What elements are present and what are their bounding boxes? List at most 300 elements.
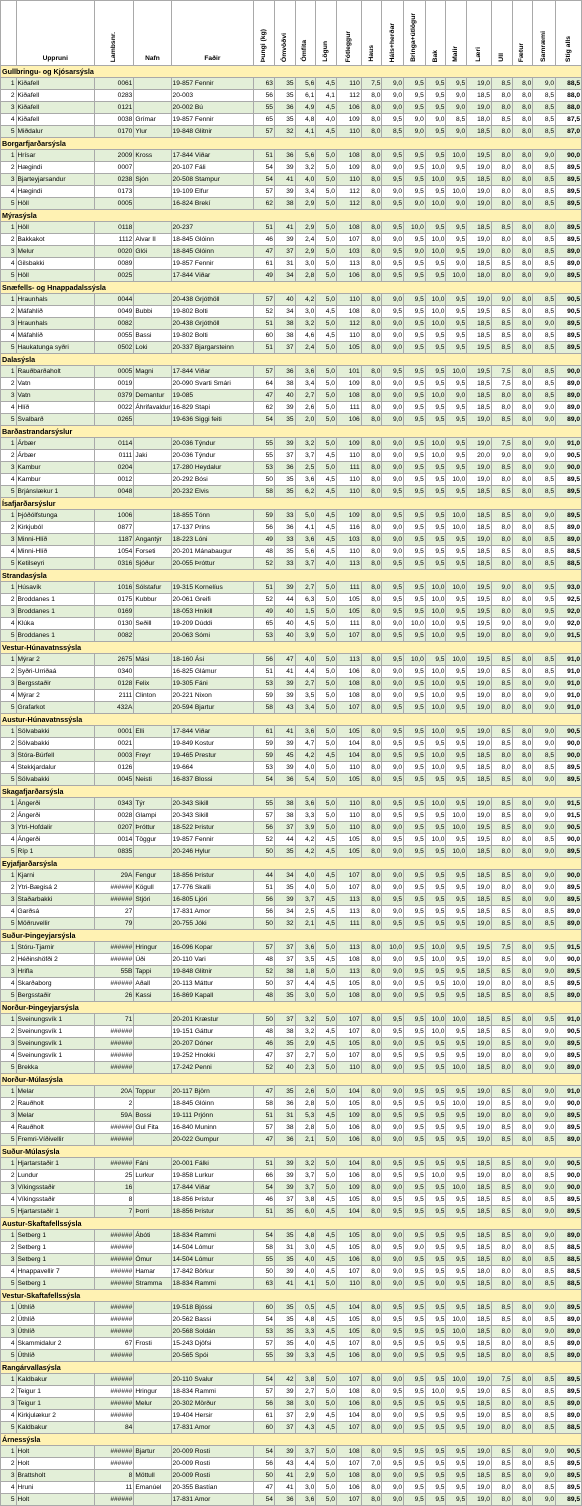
cell-bak: 9,5 bbox=[425, 330, 446, 342]
cell-stig-alls: 89,5 bbox=[556, 198, 582, 210]
cell-nafn bbox=[134, 198, 171, 210]
cell-omvodvi: 38 bbox=[274, 798, 295, 810]
cell-fadir: 14-504 Lómur bbox=[171, 1254, 254, 1266]
cell-uppruni: Stóra-Búrfell bbox=[16, 750, 95, 762]
cell-hals-herdar: 9,0 bbox=[382, 870, 404, 882]
cell-stig-alls: 89,5 bbox=[556, 846, 582, 858]
cell-ull: 8,0 bbox=[491, 174, 512, 186]
cell-logun: 4,5 bbox=[316, 1242, 337, 1254]
cell-lambsnr: ###### bbox=[95, 1242, 134, 1254]
cell-uppruni: Hægindi bbox=[16, 186, 95, 198]
cell-malir: 9,5 bbox=[446, 162, 467, 174]
table-row bbox=[1, 90, 582, 102]
cell-samraemi: 8,5 bbox=[533, 990, 556, 1002]
cell-omvodvi: 34 bbox=[274, 270, 295, 282]
cell-thungi: 52 bbox=[254, 558, 275, 570]
cell-bak: 9,5 bbox=[425, 1230, 446, 1242]
cell-lambsnr: 2675 bbox=[95, 654, 134, 666]
cell-omfita: 5,6 bbox=[295, 78, 316, 90]
cell-stig-alls: 90,5 bbox=[556, 1158, 582, 1170]
cell-logun: 4,5 bbox=[316, 1338, 337, 1350]
cell-uppruni: Kiðafell bbox=[16, 102, 95, 114]
cell-omvodvi: 35 bbox=[274, 474, 295, 486]
cell-nafn: Lurkur bbox=[134, 1170, 171, 1182]
cell-malir: 9,5 bbox=[446, 1110, 467, 1122]
cell-faetur: 8,0 bbox=[512, 1326, 533, 1338]
cell-thungi: 55 bbox=[254, 1254, 275, 1266]
cell-faetur: 8,0 bbox=[512, 234, 533, 246]
cell-stig-alls: 90,5 bbox=[556, 1446, 582, 1458]
cell-index: 5 bbox=[1, 630, 17, 642]
cell-omfita: 3,7 bbox=[295, 1170, 316, 1182]
cell-bringa-utlogur: 9,5 bbox=[404, 1170, 426, 1182]
cell-bringa-utlogur: 9,5 bbox=[404, 1230, 426, 1242]
cell-fotleggur: 107 bbox=[336, 702, 361, 714]
cell-malir: 10,0 bbox=[446, 150, 467, 162]
table-row bbox=[1, 654, 582, 666]
table-row bbox=[1, 1458, 582, 1470]
cell-faetur: 8,0 bbox=[512, 522, 533, 534]
cell-index: 2 bbox=[1, 954, 17, 966]
cell-stig-alls: 89,0 bbox=[556, 402, 582, 414]
cell-haus: 8,0 bbox=[361, 378, 382, 390]
cell-bak: 9,5 bbox=[425, 78, 446, 90]
cell-hals-herdar: 9,0 bbox=[382, 462, 404, 474]
cell-uppruni: Kiðafell bbox=[16, 114, 95, 126]
cell-stig-alls: 89,5 bbox=[556, 1482, 582, 1494]
cell-hals-herdar: 9,0 bbox=[382, 882, 404, 894]
cell-bringa-utlogur: 9,5 bbox=[404, 1026, 426, 1038]
cell-fotleggur: 106 bbox=[336, 1134, 361, 1146]
table-row bbox=[1, 966, 582, 978]
cell-bringa-utlogur: 9,5 bbox=[404, 306, 426, 318]
cell-nafn: Kross bbox=[134, 150, 171, 162]
cell-stig-alls: 89,5 bbox=[556, 270, 582, 282]
cell-omfita: 2,0 bbox=[295, 414, 316, 426]
cell-samraemi: 8,5 bbox=[533, 306, 556, 318]
cell-hals-herdar: 9,5 bbox=[382, 1050, 404, 1062]
cell-laeri: 18,5 bbox=[467, 1182, 492, 1194]
header-laeri: Læri bbox=[467, 1, 492, 66]
table-row bbox=[1, 234, 582, 246]
cell-laeri: 19,0 bbox=[467, 1170, 492, 1182]
cell-lambsnr: 26 bbox=[95, 990, 134, 1002]
cell-haus: 8,0 bbox=[361, 1494, 382, 1506]
cell-faetur: 8,0 bbox=[512, 690, 533, 702]
cell-lambsnr: 0170 bbox=[95, 126, 134, 138]
cell-samraemi: 8,5 bbox=[533, 330, 556, 342]
cell-logun: 4,0 bbox=[316, 114, 337, 126]
cell-fotleggur: 110 bbox=[336, 546, 361, 558]
cell-bak: 10,0 bbox=[425, 678, 446, 690]
cell-faetur: 8,0 bbox=[512, 330, 533, 342]
header-malir: Malir bbox=[446, 1, 467, 66]
cell-stig-alls: 91,0 bbox=[556, 1086, 582, 1098]
cell-logun: 5,0 bbox=[316, 1122, 337, 1134]
cell-samraemi: 9,0 bbox=[533, 414, 556, 426]
cell-hals-herdar: 9,0 bbox=[382, 318, 404, 330]
cell-fotleggur: 108 bbox=[336, 990, 361, 1002]
cell-fadir: 14-504 Lómur bbox=[171, 1242, 254, 1254]
cell-logun: 4,5 bbox=[316, 330, 337, 342]
table-row bbox=[1, 1314, 582, 1326]
cell-faetur: 8,0 bbox=[512, 822, 533, 834]
cell-bringa-utlogur: 9,5 bbox=[404, 750, 426, 762]
cell-haus: 8,0 bbox=[361, 726, 382, 738]
cell-uppruni: Árbær bbox=[16, 450, 95, 462]
cell-nafn: Elli bbox=[134, 726, 171, 738]
cell-lambsnr: 0265 bbox=[95, 414, 134, 426]
cell-fadir: 20-302 Mörður bbox=[171, 1398, 254, 1410]
cell-uppruni: Kirkjulækur 2 bbox=[16, 1410, 95, 1422]
cell-bringa-utlogur: 9,5 bbox=[404, 1410, 426, 1422]
cell-hals-herdar: 9,5 bbox=[382, 606, 404, 618]
cell-thungi: 52 bbox=[254, 1062, 275, 1074]
cell-laeri: 18,5 bbox=[467, 1062, 492, 1074]
cell-haus: 8,0 bbox=[361, 402, 382, 414]
cell-faetur: 8,0 bbox=[512, 1050, 533, 1062]
cell-index: 2 bbox=[1, 378, 17, 390]
cell-stig-alls: 88,5 bbox=[556, 1422, 582, 1434]
cell-nafn bbox=[134, 414, 171, 426]
cell-fadir: 18-856 Þristur bbox=[171, 1194, 254, 1206]
cell-malir: 9,5 bbox=[446, 306, 467, 318]
cell-haus: 8,0 bbox=[361, 318, 382, 330]
cell-omvodvi: 38 bbox=[274, 318, 295, 330]
cell-nafn bbox=[134, 162, 171, 174]
cell-nafn bbox=[134, 762, 171, 774]
cell-omfita: 3,3 bbox=[295, 810, 316, 822]
cell-thungi: 50 bbox=[254, 474, 275, 486]
cell-fadir: 20-755 Jóki bbox=[171, 918, 254, 930]
cell-fotleggur: 105 bbox=[336, 846, 361, 858]
cell-hals-herdar: 9,0 bbox=[382, 378, 404, 390]
cell-index: 3 bbox=[1, 894, 17, 906]
table-row bbox=[1, 1338, 582, 1350]
table-row bbox=[1, 702, 582, 714]
cell-logun: 4,5 bbox=[316, 306, 337, 318]
cell-ull: 9,0 bbox=[491, 450, 512, 462]
cell-thungi: 59 bbox=[254, 738, 275, 750]
cell-ull: 8,5 bbox=[491, 1470, 512, 1482]
cell-bak: 9,5 bbox=[425, 1398, 446, 1410]
cell-malir: 9,5 bbox=[446, 726, 467, 738]
cell-samraemi: 8,5 bbox=[533, 198, 556, 210]
cell-stig-alls: 91,0 bbox=[556, 1014, 582, 1026]
cell-lambsnr: ###### bbox=[95, 882, 134, 894]
cell-samraemi: 9,0 bbox=[533, 1230, 556, 1242]
cell-thungi: 56 bbox=[254, 822, 275, 834]
cell-omvodvi: 41 bbox=[274, 1482, 295, 1494]
cell-omvodvi: 35 bbox=[274, 414, 295, 426]
cell-omvodvi: 39 bbox=[274, 1182, 295, 1194]
cell-logun: 5,0 bbox=[316, 1374, 337, 1386]
cell-haus: 8,0 bbox=[361, 690, 382, 702]
cell-malir: 9,5 bbox=[446, 870, 467, 882]
cell-stig-alls: 88,5 bbox=[556, 1266, 582, 1278]
cell-uppruni: Ángerði bbox=[16, 798, 95, 810]
cell-uppruni: Rauðbarðaholt bbox=[16, 366, 95, 378]
cell-samraemi: 8,5 bbox=[533, 474, 556, 486]
cell-bak: 9,5 bbox=[425, 558, 446, 570]
cell-nafn bbox=[134, 606, 171, 618]
cell-hals-herdar: 9,0 bbox=[382, 330, 404, 342]
cell-bak: 9,5 bbox=[425, 1098, 446, 1110]
cell-bak: 9,5 bbox=[425, 1410, 446, 1422]
cell-omvodvi: 40 bbox=[274, 1062, 295, 1074]
cell-omvodvi: 36 bbox=[274, 150, 295, 162]
cell-fadir: 16-805 Ljóri bbox=[171, 894, 254, 906]
cell-haus: 8,0 bbox=[361, 174, 382, 186]
cell-index: 4 bbox=[1, 186, 17, 198]
cell-fotleggur: 105 bbox=[336, 1194, 361, 1206]
cell-index: 4 bbox=[1, 402, 17, 414]
region-name: Vestur-Húnavatnssýsla bbox=[1, 642, 582, 654]
cell-logun: 5,0 bbox=[316, 582, 337, 594]
cell-lambsnr: ###### bbox=[95, 1494, 134, 1506]
cell-malir: 9,5 bbox=[446, 222, 467, 234]
cell-omvodvi: 37 bbox=[274, 450, 295, 462]
cell-stig-alls: 89,0 bbox=[556, 1062, 582, 1074]
cell-logun: 4,5 bbox=[316, 522, 337, 534]
cell-ull: 8,5 bbox=[491, 1314, 512, 1326]
cell-thungi: 46 bbox=[254, 234, 275, 246]
cell-malir: 9,5 bbox=[446, 1302, 467, 1314]
cell-ull: 8,0 bbox=[491, 150, 512, 162]
cell-bak: 9,5 bbox=[425, 1482, 446, 1494]
cell-thungi: 66 bbox=[254, 1170, 275, 1182]
cell-thungi: 57 bbox=[254, 810, 275, 822]
cell-fotleggur: 108 bbox=[336, 690, 361, 702]
cell-ull: 8,0 bbox=[491, 90, 512, 102]
cell-bringa-utlogur: 9,5 bbox=[404, 270, 426, 282]
cell-logun: 5,0 bbox=[316, 1470, 337, 1482]
cell-omfita: 4,0 bbox=[295, 870, 316, 882]
cell-bak: 9,5 bbox=[425, 918, 446, 930]
cell-haus: 8,0 bbox=[361, 1134, 382, 1146]
cell-index: 3 bbox=[1, 1470, 17, 1482]
cell-bringa-utlogur: 9,5 bbox=[404, 330, 426, 342]
cell-fadir: 19-465 Prestur bbox=[171, 750, 254, 762]
cell-faetur: 8,0 bbox=[512, 126, 533, 138]
cell-omfita: 4,4 bbox=[295, 666, 316, 678]
cell-stig-alls: 90,0 bbox=[556, 750, 582, 762]
cell-bringa-utlogur: 9,5 bbox=[404, 1350, 426, 1362]
table-row bbox=[1, 1158, 582, 1170]
cell-nafn: Mási bbox=[134, 654, 171, 666]
cell-fotleggur: 110 bbox=[336, 810, 361, 822]
cell-faetur: 8,0 bbox=[512, 78, 533, 90]
cell-index: 5 bbox=[1, 558, 17, 570]
cell-omfita: 3,6 bbox=[295, 942, 316, 954]
cell-uppruni: Setberg 1 bbox=[16, 1278, 95, 1290]
cell-stig-alls: 89,5 bbox=[556, 774, 582, 786]
cell-index: 2 bbox=[1, 882, 17, 894]
cell-laeri: 19,5 bbox=[467, 606, 492, 618]
cell-hals-herdar: 9,0 bbox=[382, 762, 404, 774]
cell-index: 5 bbox=[1, 774, 17, 786]
cell-laeri: 19,0 bbox=[467, 102, 492, 114]
cell-nafn: Forseti bbox=[134, 546, 171, 558]
table-row bbox=[1, 954, 582, 966]
cell-hals-herdar: 9,5 bbox=[382, 1458, 404, 1470]
cell-thungi: 54 bbox=[254, 1230, 275, 1242]
cell-ull: 8,5 bbox=[491, 1014, 512, 1026]
cell-haus: 8,0 bbox=[361, 1062, 382, 1074]
cell-faetur: 8,0 bbox=[512, 366, 533, 378]
cell-lambsnr: ###### bbox=[95, 1230, 134, 1242]
cell-omvodvi: 35 bbox=[274, 486, 295, 498]
cell-ull: 8,5 bbox=[491, 306, 512, 318]
table-row bbox=[1, 1374, 582, 1386]
table-row bbox=[1, 102, 582, 114]
table-row bbox=[1, 246, 582, 258]
cell-haus: 8,0 bbox=[361, 762, 382, 774]
cell-laeri: 18,5 bbox=[467, 1230, 492, 1242]
cell-ull: 8,5 bbox=[491, 1026, 512, 1038]
cell-omfita: 4,4 bbox=[295, 1458, 316, 1470]
cell-bak: 9,5 bbox=[425, 966, 446, 978]
cell-malir: 9,5 bbox=[446, 954, 467, 966]
cell-uppruni: Sveinungsvík 1 bbox=[16, 1026, 95, 1038]
cell-hals-herdar: 9,0 bbox=[382, 534, 404, 546]
cell-lambsnr: 71 bbox=[95, 1014, 134, 1026]
cell-nafn bbox=[134, 486, 171, 498]
cell-ull: 8,5 bbox=[491, 1122, 512, 1134]
cell-fadir: 19-209 Dúddi bbox=[171, 618, 254, 630]
cell-omvodvi: 34 bbox=[274, 906, 295, 918]
cell-nafn: Loki bbox=[134, 342, 171, 354]
cell-bringa-utlogur: 9,5 bbox=[404, 630, 426, 642]
cell-bringa-utlogur: 9,5 bbox=[404, 150, 426, 162]
cell-stig-alls: 89,0 bbox=[556, 1134, 582, 1146]
table-row bbox=[1, 1422, 582, 1434]
cell-index: 1 bbox=[1, 1302, 17, 1314]
cell-malir: 10,0 bbox=[446, 810, 467, 822]
cell-fadir: 17-831 Amor bbox=[171, 1422, 254, 1434]
cell-index: 5 bbox=[1, 270, 17, 282]
cell-faetur: 8,0 bbox=[512, 1086, 533, 1098]
cell-bringa-utlogur: 9,5 bbox=[404, 1086, 426, 1098]
cell-bringa-utlogur: 9,5 bbox=[404, 258, 426, 270]
cell-logun: 4,5 bbox=[316, 834, 337, 846]
cell-omvodvi: 38 bbox=[274, 1026, 295, 1038]
cell-logun: 5,0 bbox=[316, 1278, 337, 1290]
cell-fotleggur: 112 bbox=[336, 186, 361, 198]
cell-omfita: 3,6 bbox=[295, 798, 316, 810]
cell-nafn: Sjón bbox=[134, 174, 171, 186]
cell-uppruni: Garðsá bbox=[16, 906, 95, 918]
cell-fotleggur: 108 bbox=[336, 1470, 361, 1482]
cell-malir: 10,0 bbox=[446, 1314, 467, 1326]
cell-laeri: 19,0 bbox=[467, 630, 492, 642]
cell-laeri: 18,5 bbox=[467, 762, 492, 774]
region-header-row bbox=[1, 282, 582, 294]
table-row bbox=[1, 414, 582, 426]
cell-omfita: 3,9 bbox=[295, 630, 316, 642]
cell-nafn: Frosti bbox=[134, 1338, 171, 1350]
cell-hals-herdar: 10,0 bbox=[382, 942, 404, 954]
table-row bbox=[1, 1050, 582, 1062]
table-row bbox=[1, 318, 582, 330]
cell-faetur: 8,0 bbox=[512, 978, 533, 990]
cell-ull: 8,5 bbox=[491, 918, 512, 930]
cell-stig-alls: 90,0 bbox=[556, 834, 582, 846]
cell-lambsnr: 0126 bbox=[95, 762, 134, 774]
cell-samraemi: 9,5 bbox=[533, 1014, 556, 1026]
cell-lambsnr: 0022 bbox=[95, 402, 134, 414]
cell-nafn bbox=[134, 630, 171, 642]
cell-thungi: 56 bbox=[254, 654, 275, 666]
cell-stig-alls: 89,0 bbox=[556, 378, 582, 390]
cell-logun: 5,0 bbox=[316, 594, 337, 606]
cell-hals-herdar: 9,5 bbox=[382, 702, 404, 714]
cell-nafn: Ylur bbox=[134, 126, 171, 138]
cell-index: 1 bbox=[1, 150, 17, 162]
cell-laeri: 18,5 bbox=[467, 402, 492, 414]
cell-malir: 9,5 bbox=[446, 1206, 467, 1218]
region-header-row bbox=[1, 570, 582, 582]
cell-omfita: 4,8 bbox=[295, 1230, 316, 1242]
cell-haus: 7,0 bbox=[361, 1458, 382, 1470]
cell-haus: 8,0 bbox=[361, 90, 382, 102]
cell-laeri: 19,0 bbox=[467, 678, 492, 690]
cell-haus: 8,0 bbox=[361, 870, 382, 882]
cell-nafn bbox=[134, 1314, 171, 1326]
cell-bringa-utlogur: 9,5 bbox=[404, 438, 426, 450]
cell-lambsnr: 0005 bbox=[95, 198, 134, 210]
cell-logun: 5,0 bbox=[316, 342, 337, 354]
cell-uppruni: Setberg 1 bbox=[16, 1254, 95, 1266]
cell-fadir: 19-636 Siggi feiti bbox=[171, 414, 254, 426]
cell-index: 5 bbox=[1, 486, 17, 498]
cell-thungi: 60 bbox=[254, 1302, 275, 1314]
cell-omfita: 2,1 bbox=[295, 918, 316, 930]
cell-lambsnr: 0061 bbox=[95, 78, 134, 90]
cell-ull: 8,0 bbox=[491, 1494, 512, 1506]
cell-bringa-utlogur: 9,5 bbox=[404, 1122, 426, 1134]
cell-nafn bbox=[134, 1014, 171, 1026]
cell-uppruni: Setberg 1 bbox=[16, 1242, 95, 1254]
cell-bringa-utlogur: 9,5 bbox=[404, 954, 426, 966]
cell-fotleggur: 105 bbox=[336, 726, 361, 738]
cell-bak: 10,0 bbox=[425, 750, 446, 762]
cell-hals-herdar: 9,0 bbox=[382, 102, 404, 114]
cell-bak: 9,5 bbox=[425, 342, 446, 354]
cell-hals-herdar: 9,0 bbox=[382, 846, 404, 858]
cell-hals-herdar: 9,5 bbox=[382, 1206, 404, 1218]
cell-logun: 5,0 bbox=[316, 990, 337, 1002]
cell-omvodvi: 43 bbox=[274, 1458, 295, 1470]
cell-omfita: 2,9 bbox=[295, 198, 316, 210]
cell-haus: 8,0 bbox=[361, 1374, 382, 1386]
cell-ull: 7,5 bbox=[491, 366, 512, 378]
cell-uppruni: Syðri-Urriðaá bbox=[16, 666, 95, 678]
cell-stig-alls: 87,0 bbox=[556, 126, 582, 138]
cell-fotleggur: 106 bbox=[336, 666, 361, 678]
cell-faetur: 8,0 bbox=[512, 402, 533, 414]
cell-bak: 9,5 bbox=[425, 258, 446, 270]
cell-thungi: 59 bbox=[254, 690, 275, 702]
cell-nafn bbox=[134, 522, 171, 534]
cell-malir: 9,5 bbox=[446, 1350, 467, 1362]
cell-index: 3 bbox=[1, 1038, 17, 1050]
cell-lambsnr: 8 bbox=[95, 1470, 134, 1482]
cell-uppruni: Vatn bbox=[16, 378, 95, 390]
cell-hals-herdar: 9,0 bbox=[382, 1266, 404, 1278]
cell-thungi: 53 bbox=[254, 462, 275, 474]
cell-nafn: Tappi bbox=[134, 966, 171, 978]
